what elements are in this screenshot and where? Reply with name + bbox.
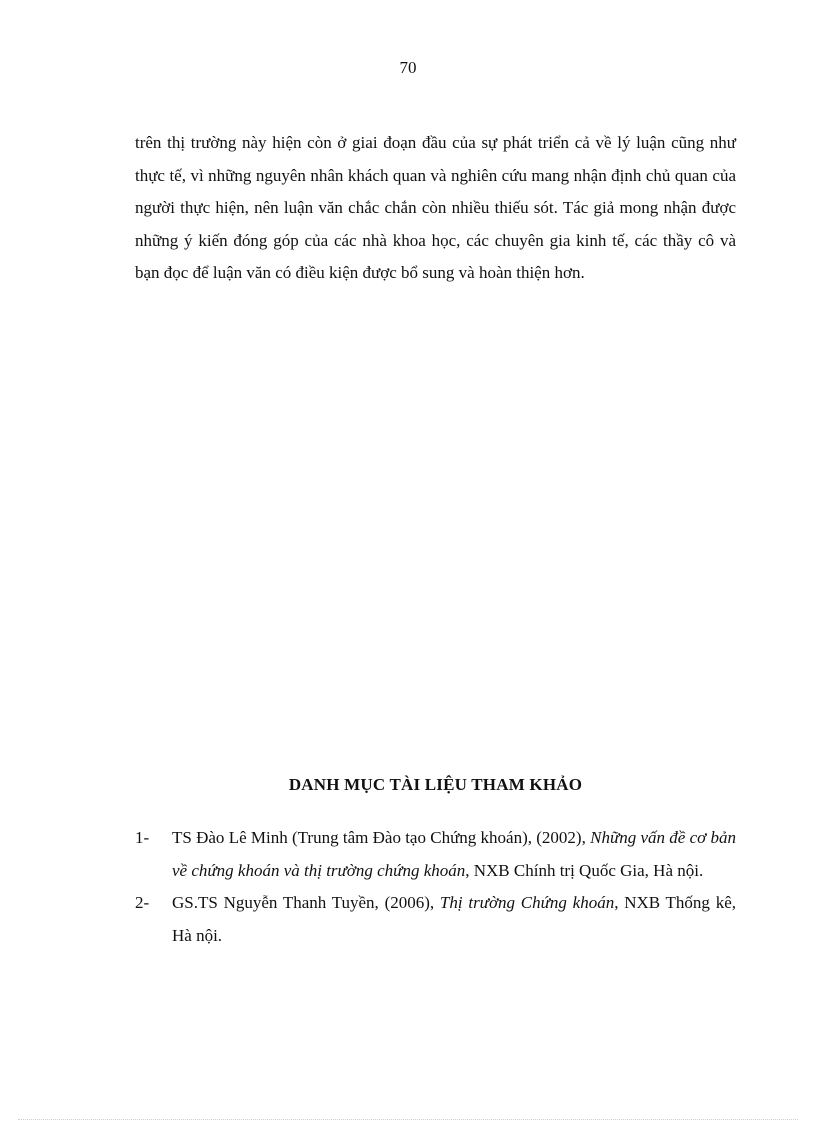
reference-item: [135, 887, 736, 952]
reference-author: TS Đào Lê Minh (Trung tâm Đào tạo Chứng khoán), (2002),: [172, 828, 591, 847]
references-list: [135, 822, 736, 952]
reference-author: GS.TS Nguyễn Thanh Tuyền, (2006),: [172, 893, 440, 913]
references-heading: DANH MỤC TÀI LIỆU THAM KHẢO: [288, 775, 583, 794]
reference-title: Thị trường Chứng khoán: [439, 893, 615, 913]
reference-number: 2-: [135, 893, 150, 913]
reference-item: [135, 822, 736, 887]
page-number: 70: [399, 58, 417, 77]
page-bottom-border: [18, 1119, 798, 1120]
reference-number: 1-: [135, 828, 150, 847]
reference-title: Những vấn đề cơ bản về chứng khoán và thị trường chứng khoán: [172, 828, 737, 880]
body-paragraph: trên thị trường này hiện còn ở giai đoạn đầu của sự phát triển cả về lý luận cũng như thực tế, vì những nguyên nhân khách quan và nghiên cứu mang nhận định chủ quan của người thực hiện, nên luận văn chắc chắn còn nhiều thiếu sót. Tác giả mong nhận được những ý kiến đóng góp của các nhà khoa học, các chuyên gia kinh tế, các thầy cô và bạn đọc để luận văn có điều kiện được bổ sung và hoàn thiện hơn.: [135, 133, 736, 283]
reference-publisher: , NXB Thống kê, Hà nội.: [172, 893, 736, 945]
reference-publisher: , NXB Chính trị Quốc Gia, Hà nội.: [465, 860, 704, 880]
